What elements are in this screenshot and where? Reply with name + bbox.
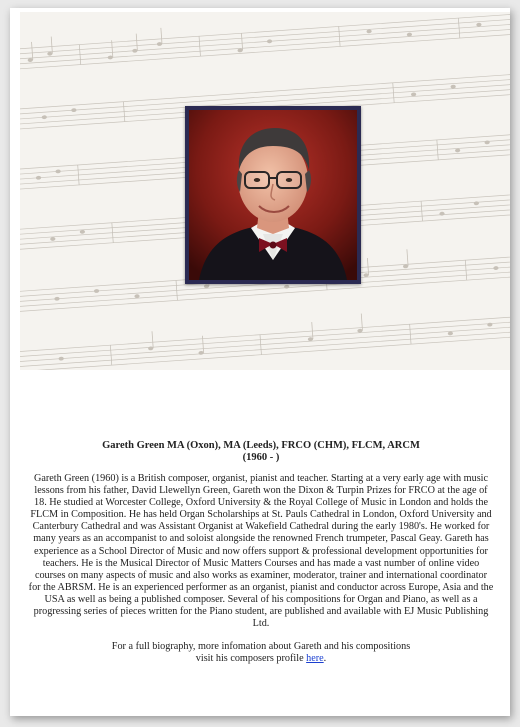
composer-name-heading: Gareth Green MA (Oxon), MA (Leeds), FRCO (CHM), FLCM, ARCM [102,440,420,451]
composer-portrait-photo-icon [189,110,357,280]
document-page [10,8,510,716]
biography-section [28,440,494,665]
more-info-note [28,641,494,665]
more-info-line-2: visit his composers profile [195,653,307,665]
composer-biography: Gareth Green (1960) is a British composer, organist, pianist and teacher. Starting at a very early age with music lessons from his father, David Llewellyn Green, Gareth won the Dixon & Turpin Prizes for FRCO at the age of 18. He studied at Worcester College, Oxford University & the Royal College of Music in London and holds the FLCM in Composition. He has held Organ Scholarships at St. Pauls Cathedral in London, Oxford University and Canterbury Cathedral and was Assistant Organist at Wakefield Cathedral during the early 1980's. He worked for many years as an accompanist to and soloist alongside the renowned French trumpeter, Pascal Geay. Gareth has experience as a School Director of Music and now offers support & professional development opportunities for teachers. He is the Musical Director of Music Matters Courses and has made a vast number of online video courses on many aspects of music and also works as examiner, moderator, trainer and international coordinator for the ABRSM. He is an experienced performer as an organist, pianist and conductor across Europe, Asia and the USA as well as being a published composer. Several of his compositions for Organ and Piano, as well as a progressing series of pieces written for the Piano student, are published and available with EJ Music Publishing Ltd. [28,473,494,630]
composer-profile-link[interactable]: here [306,653,324,665]
composer-portrait [185,106,361,284]
sheet-music-banner [20,12,510,370]
more-info-suffix: . [323,653,327,665]
composer-dates: (1960 - ) [242,452,280,463]
more-info-line-1: For a full biography, more infomation about Gareth and his compositions [111,641,411,653]
